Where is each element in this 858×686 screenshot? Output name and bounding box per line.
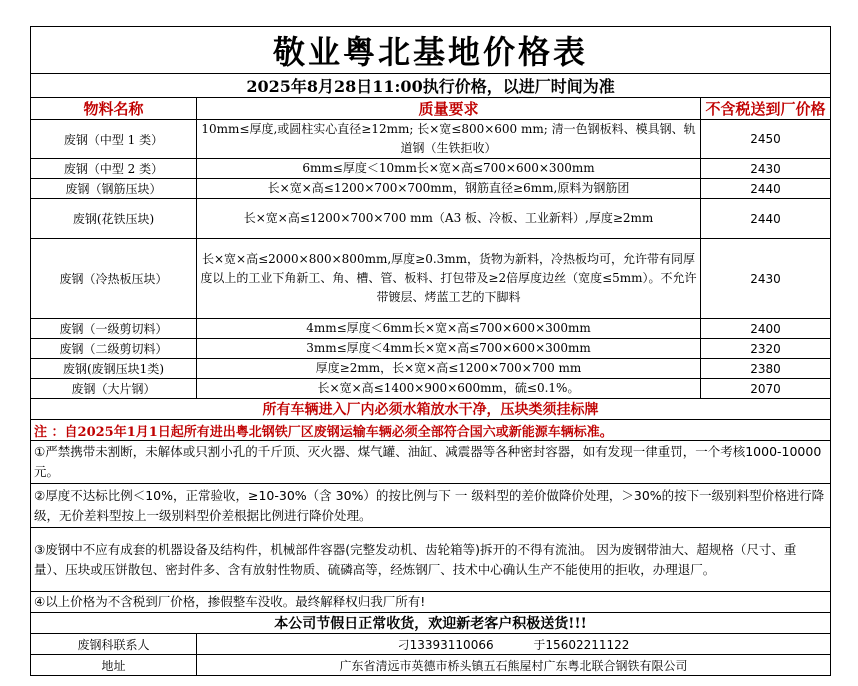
price-value: 2320 <box>701 339 831 359</box>
table-row <box>31 339 831 359</box>
rule-4: ④以上价格为不含税到厂价格，掺假整车没收。最终解释权归我厂所有! <box>31 592 831 613</box>
price-value: 2430 <box>701 239 831 319</box>
material-name: 废钢（二级剪切料） <box>31 339 197 359</box>
table-row <box>31 159 831 179</box>
price-value: 2380 <box>701 359 831 379</box>
quality-requirement: 长×宽×高≤2000×800×800mm,厚度≥0.3mm，货物为新料，冷热板均可，允许带有同厚度以上的工业下角新工、角、槽、管、板料、打包带及≥2倍厚度边丝（宽度≤5mm）。不允许带镀层、烤蓝工艺的下脚料 <box>197 239 701 319</box>
price-table <box>30 26 831 676</box>
table-row <box>31 379 831 399</box>
rule-1: ①严禁携带未割断，未解体或只割小孔的千斤顶、灭火器、煤气罐、油缸、减震器等各种密封容器，如有发现一律重罚，一个考核1000-10000元。 <box>31 441 831 484</box>
contact-phones <box>197 634 831 655</box>
effective-date: 2025年8月28日11:00执行价格，以进厂时间为准 <box>31 74 831 98</box>
price-value: 2070 <box>701 379 831 399</box>
price-value: 2450 <box>701 120 831 159</box>
header-material-name: 物料名称 <box>31 98 197 120</box>
quality-requirement: 3mm≤厚度＜4mm长×宽×高≤700×600×300mm <box>197 339 701 359</box>
contact-phone-2: 于15602211122 <box>533 637 630 652</box>
material-name: 废钢（钢筋压块） <box>31 179 197 199</box>
rule-2: ②厚度不达标比例＜10%，正常验收，≥10-30%（含 30%）的按比例与下 一 级料型的差价做降价处理，＞30%的按下一级别料型价格进行降级，无价差料型按上一级别料型价差根据比例进行降价处理。 <box>31 484 831 528</box>
contact-phone-1: 刁13393110066 <box>397 637 494 652</box>
header-price: 不含税送到厂价格 <box>701 98 831 120</box>
table-row <box>31 359 831 379</box>
material-name: 废钢(废钢压块1类) <box>31 359 197 379</box>
vehicle-notice: 所有车辆进入厂内必须水箱放水干净，压块类须挂标牌 <box>31 399 831 420</box>
price-value: 2400 <box>701 319 831 339</box>
table-row <box>31 179 831 199</box>
table-row <box>31 239 831 319</box>
rule-3: ③废钢中不应有成套的机器设备及结构件，机械部件容器(完整发动机、齿轮箱等)拆开的不得有流油。 因为废钢带油大、超规格（尺寸、重量）、压块或压饼散包、密封件多、含有放射性物质、硫磷高等，经炼钢厂、技术中心确认生产不能使用的拒收，办理退厂。 <box>31 528 831 592</box>
material-name: 废钢（中型 2 类） <box>31 159 197 179</box>
quality-requirement: 厚度≥2mm，长×宽×高≤1200×700×700 mm <box>197 359 701 379</box>
material-name: 废钢（大片钢） <box>31 379 197 399</box>
address-label: 地址 <box>31 655 197 676</box>
table-row <box>31 199 831 239</box>
quality-requirement: 6mm≤厚度＜10mm长×宽×高≤700×600×300mm <box>197 159 701 179</box>
table-row <box>31 120 831 159</box>
quality-requirement: 10mm≤厚度,或圆柱实心直径≥12mm; 长×宽≤800×600 mm; 清一色钢板料、模具钢、轨道钢（生铁拒收） <box>197 120 701 159</box>
quality-requirement: 长×宽×高≤1200×700×700mm，钢筋直径≥6mm,原料为钢筋团 <box>197 179 701 199</box>
material-name: 废钢(花铁压块) <box>31 199 197 239</box>
material-name: 废钢（一级剪切料） <box>31 319 197 339</box>
price-value: 2440 <box>701 179 831 199</box>
quality-requirement: 4mm≤厚度＜6mm长×宽×高≤700×600×300mm <box>197 319 701 339</box>
quality-requirement: 长×宽×高≤1200×700×700 mm（A3 板、冷板、工业新料）,厚度≥2mm <box>197 199 701 239</box>
vehicle-standard-note: 注 ：自2025年1月1日起所有进出粤北钢铁厂区废钢运输车辆必须全部符合国六或新能源车辆标准。 <box>31 420 831 441</box>
address-value: 广东省清远市英德市桥头镇五石熊屋村广东粤北联合钢铁有限公司 <box>197 655 831 676</box>
price-value: 2440 <box>701 199 831 239</box>
header-quality: 质量要求 <box>197 98 701 120</box>
material-name: 废钢（中型 1 类） <box>31 120 197 159</box>
table-row <box>31 319 831 339</box>
quality-requirement: 长×宽×高≤1400×900×600mm，硫≤0.1%。 <box>197 379 701 399</box>
holiday-slogan: 本公司节假日正常收货，欢迎新老客户积极送货!!! <box>31 613 831 634</box>
price-value: 2430 <box>701 159 831 179</box>
page-title: 敬业粤北基地价格表 <box>31 27 831 74</box>
material-name: 废钢（冷热板压块） <box>31 239 197 319</box>
contact-label: 废钢科联系人 <box>31 634 197 655</box>
